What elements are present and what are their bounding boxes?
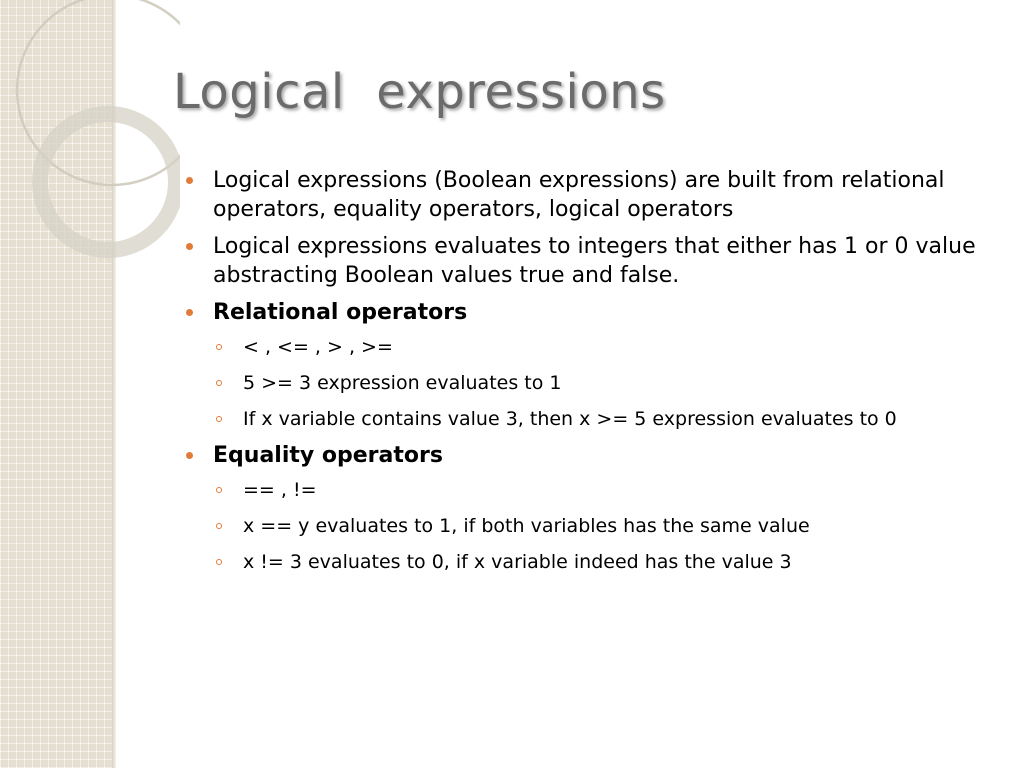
slide-title: Logical expressions xyxy=(173,64,666,120)
bullet-item xyxy=(186,232,986,290)
sub-bullet-item xyxy=(213,476,986,504)
sub-bullet-item xyxy=(213,548,986,576)
sub-bullet-text: 5 >= 3 expression evaluates to 1 xyxy=(243,372,562,394)
ring-bullet-icon xyxy=(216,416,222,422)
bullet-list xyxy=(186,166,986,576)
bullet-text: Logical expressions evaluates to integers that either has 1 or 0 value abstracting Boolean values true and false. xyxy=(213,234,976,288)
sub-bullet-text: == , != xyxy=(243,479,317,501)
ring-bullet-icon xyxy=(216,344,222,350)
bullet-dot-icon xyxy=(186,452,193,459)
ring-bullet-icon xyxy=(216,487,222,493)
bullet-dot-icon xyxy=(186,177,193,184)
sub-bullet-item xyxy=(213,333,986,361)
ring-bullet-icon xyxy=(216,559,222,565)
sub-bullet-list xyxy=(213,476,986,576)
bullet-item xyxy=(186,166,986,224)
sub-bullet-list xyxy=(213,333,986,433)
sub-bullet-item xyxy=(213,512,986,540)
bullet-heading: Equality operators xyxy=(213,443,443,468)
bullet-item-relational-operators xyxy=(186,298,986,433)
bullet-dot-icon xyxy=(186,243,193,250)
slide-content xyxy=(186,166,986,584)
sub-bullet-text: x != 3 evaluates to 0, if x variable indeed has the value 3 xyxy=(243,551,792,573)
sidebar-edge xyxy=(112,0,116,768)
bullet-dot-icon xyxy=(186,309,193,316)
sub-bullet-text: x == y evaluates to 1, if both variables has the same value xyxy=(243,515,810,537)
ring-bullet-icon xyxy=(216,380,222,386)
sub-bullet-item xyxy=(213,369,986,397)
sub-bullet-text: If x variable contains value 3, then x >= 5 expression evaluates to 0 xyxy=(243,408,897,430)
bullet-text: Logical expressions (Boolean expressions) are built from relational operators, equality operators, logical operators xyxy=(213,168,945,222)
sub-bullet-item xyxy=(213,405,986,433)
bullet-item-equality-operators xyxy=(186,441,986,576)
sub-bullet-text: < , <= , > , >= xyxy=(243,336,393,358)
ring-bullet-icon xyxy=(216,523,222,529)
bullet-heading: Relational operators xyxy=(213,300,468,325)
sidebar-background xyxy=(0,0,112,768)
